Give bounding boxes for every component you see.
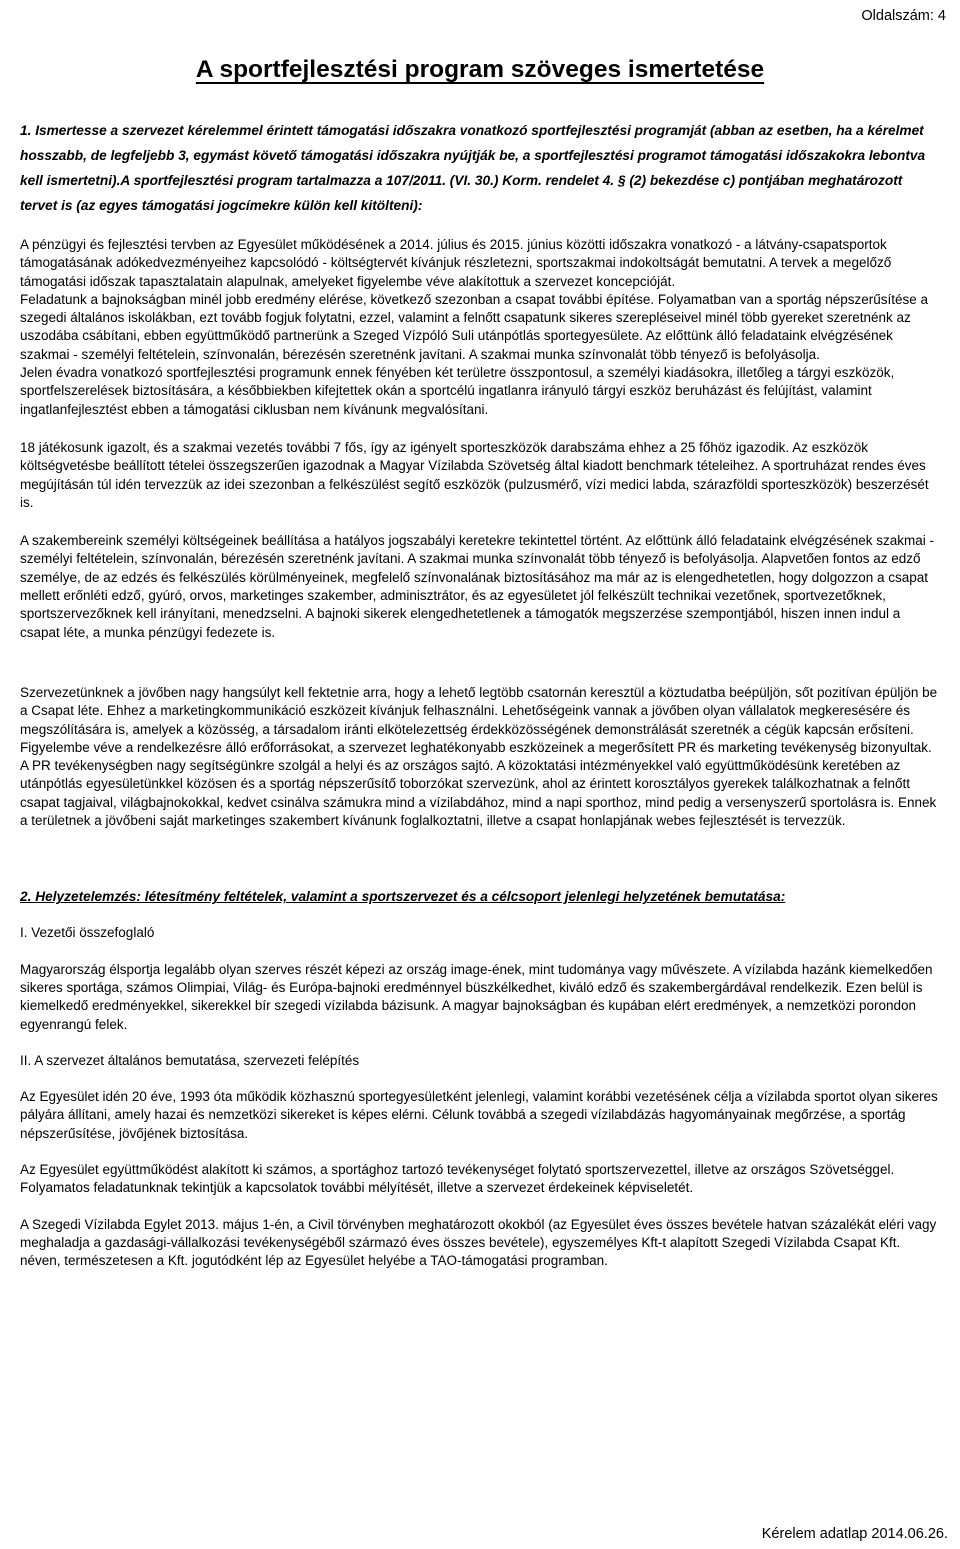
page-title-text: A sportfejlesztési program szöveges ismertetése	[195, 56, 765, 83]
section1-paragraph-5: A szakembereink személyi költségeinek beállítása a hatályos jogszabályi keretekre tekintettel történt. Az előttünk álló feladataink elvégzésének szakmai - személyi feltételein, színvonalán, bérezésén szeretnénk javítani. A szakmai munka színvonalát több tényező is befolyásolja. Alapvetően fontos az edző személye, de az edzés és felkészülés körülményeinek, megfelelő színvonalának biztosításához ma már az is elengedhetetlen, hogy dolgozzon a csapat mellett erőnléti edző, gyúró, orvos, marketinges szakember, adminisztrátor, és az egyesületet jól felkészült technikai vezetőnek, sportvezetőknek, sportszervezőknek kell irányítani, menedzselni. A bajnoki sikerek elengedhetetlenek a támogatók megszerzése szempontjából, hiszen innen indul a csapat léte, a munka pénzügyi fedezete is.	[20, 533, 934, 640]
section1-paragraph-3: Jelen évadra vonatkozó sportfejlesztési programunk ennek fényében két területre összpontosul, a személyi kiadásokra, illetőleg a tárgyi eszközök, sportfelszerelések biztosítására, a későbbiekben kifejtettek okán a sportcélú ingatlanra irányuló tárgyi eszköz beruházást és felújítást, valamint ingatlanfejlesztést ebben a támogatási ciklusban nem kívánunk megvalósítani.	[20, 365, 895, 417]
section2-paragraph-3: Az Egyesület együttműködést alakított ki számos, a sportághoz tartozó tevékenységet folytató sportszervezettel, illetve az országos Szövetséggel. Folyamatos feladatunknak tekintjük a kapcsolatok további mélyítését, illetve a szervezet érdekeinek képviseletét.	[20, 1161, 895, 1196]
section1-paragraph-4: 18 játékosunk igazolt, és a szakmai vezetés további 7 fős, így az igényelt sporteszközök darabszáma ehhez a 25 főhöz igazodik. Az eszközök költségvetésbe beállított tételei összegszerűen igazodnak a Magyar Vízilabda Szövetség által kiadott benchmark tételeihez. A sportruházat rendes éves megújításán túl idén tervezzük az idei szezonban a felkészülést segítő eszközök (pulzusmérő, vízi medici labda, szárazföldi sporteszközök) beszerzését is.	[20, 439, 929, 510]
section1-paragraph-6: Szervezetünknek a jövőben nagy hangsúlyt kell fektetnie arra, hogy a lehető legtöbb csatornán keresztül a köztudatba beépüljön, sőt pozitívan épüljön be a Csapat léte. Ehhez a marketingkommunikáció eszközeit kívánjuk felhasználni. Lehetőségeink vannak a jövőben olyan vállalatok megkeresésére és megszólítására is, amelyek a közösség, a társadalom iránti elkötelezettség érdekközösségének demonstrálását szeretnék a cégük kapcsán erősíteni. Figyelembe véve a rendelkezésre álló erőforrásokat, a szervezet leghatékonyabb eszközeinek a megerősített PR és marketing tevékenység bizonyultak. A PR tevékenységben nagy segítségünkre szolgál a helyi és az országos sajtó. A közoktatási intézményekkel való együttműködésünk keretében az utánpótlás egyesületünkkel közösen és a sportág népszerűsítő toborzókat szervezünk, ahol az érintett korosztályos gyerekek találkozhatnak a felnőtt csapat tagjaival, világbajnokokkal, kedvet csinálva számukra mind a vízilabdához, mind a napi sporthoz, mind pedig a versenyszerű sportolásra is. Ennek a területnek a jövőbeni saját marketinges szakembert kívánunk foglalkoztatni, illetve a csapat honlapjának webes fejlesztését is tervezzük.	[20, 684, 938, 829]
document-body	[20, 118, 942, 1270]
page-title	[0, 56, 960, 84]
page-number: Oldalszám: 4	[861, 8, 946, 24]
section2-paragraph-1: Magyarország élsportja legalább olyan szerves részét képezi az ország image-ének, mint tudománya vagy művészete. A vízilabda hazánk kiemelkedően sikeres sportága, számos Olimpiai, Világ- és Európa-bajnoki eredménnyel büszkélkedhet, kiváló edző és szakembergárdával rendelkezik. Ezen belül is kiemelkedő eredményekkel, sikerekkel bír szegedi vízilabda bázisunk. A magyar bajnokságban és kupában elért eredmények, a nemzetközi porondon egyenrangú felek.	[20, 961, 933, 1032]
section2-heading-1: I. Vezetői összefoglaló	[20, 925, 155, 941]
page-footer: Kérelem adatlap 2014.06.26.	[761, 1526, 948, 1542]
section1-paragraph-2: Feladatunk a bajnokságban minél jobb eredmény elérése, következő szezonban a csapat további építése. Folyamatban van a sportág népszerűsítése a szegedi általános iskolákban, ezt tovább fogjuk folytatni, ezzel, valamint a felnőtt csapatunk sikeres szerepléseivel minél több gyereket szeretnénk az uszodába csábítani, ebben együttműködő partnerünk a Szeged Vízpóló Suli utánpótlás sportegyesülete. Az előttünk álló feladataink elvégzésének szakmai - személyi feltételein, színvonalán, bérezésén szeretnénk javítani. A szakmai munka színvonalát több tényező is befolyásolja.	[20, 291, 929, 362]
section2-heading-2: II. A szervezet általános bemutatása, szervezeti felépítés	[20, 1052, 360, 1068]
section2-paragraph-4: A Szegedi Vízilabda Egylet 2013. május 1-én, a Civil törvényben meghatározott okokból (az Egyesület éves összes bevétele hatvan százalékát eléri vagy meghaladja a gazdasági-vállalkozási tevékenységéből származó éves összes bevétele), egyszemélyes Kft-t alapított Szegedi Vízilabda Csapat Kft. néven, természetesen a Kft. jogutódként lép az Egyesület helyébe a TAO-támogatási programban.	[20, 1216, 937, 1269]
section2-question: 2. Helyzetelemzés: létesítmény feltételek, valamint a sportszervezet és a célcsoport jelenlegi helyzetének bemutatása:	[20, 889, 786, 905]
section1-paragraph-1: A pénzügyi és fejlesztési tervben az Egyesület működésének a 2014. július és 2015. június közötti időszakra vonatkozó - a látvány-csapatsportok támogatásának adókedvezményeihez kapcsolódó - költségtervét kívánjuk részletezni, sportszakmai indokoltságát bemutatni. A tervek a megelőző támogatási időszak tapasztalatain alapulnak, amelyeket figyelembe véve alakítottuk a szervezet koncepcióját.	[20, 237, 892, 289]
section1-question: 1. Ismertesse a szervezet kérelemmel érintett támogatási időszakra vonatkozó sportfejlesztési programját (abban az esetben, ha a kérelmet hosszabb, de legfeljebb 3, egymást követő támogatási időszakra nyújtják be, a sportfejlesztési programot támogatási időszakokra lebontva kell ismertetni).A sportfejlesztési program tartalmazza a 107/2011. (VI. 30.) Korm. rendelet 4. § (2) bekezdése c) pontjában meghatározott tervet is (az egyes támogatási jogcímekre külön kell kitölteni):	[20, 123, 926, 213]
section2-paragraph-2: Az Egyesület idén 20 éve, 1993 óta működik közhasznú sportegyesületként jelenlegi, valamint korábbi vezetésének célja a vízilabda sportot olyan sikeres pályára állítani, amely hazai és nemzetközi sikereket is képes elérni. Célunk továbbá a szegedi vízilabdázás hagyományainak megőrzése, a sportág népszerűsítése, jövőjének biztosítása.	[20, 1089, 938, 1141]
